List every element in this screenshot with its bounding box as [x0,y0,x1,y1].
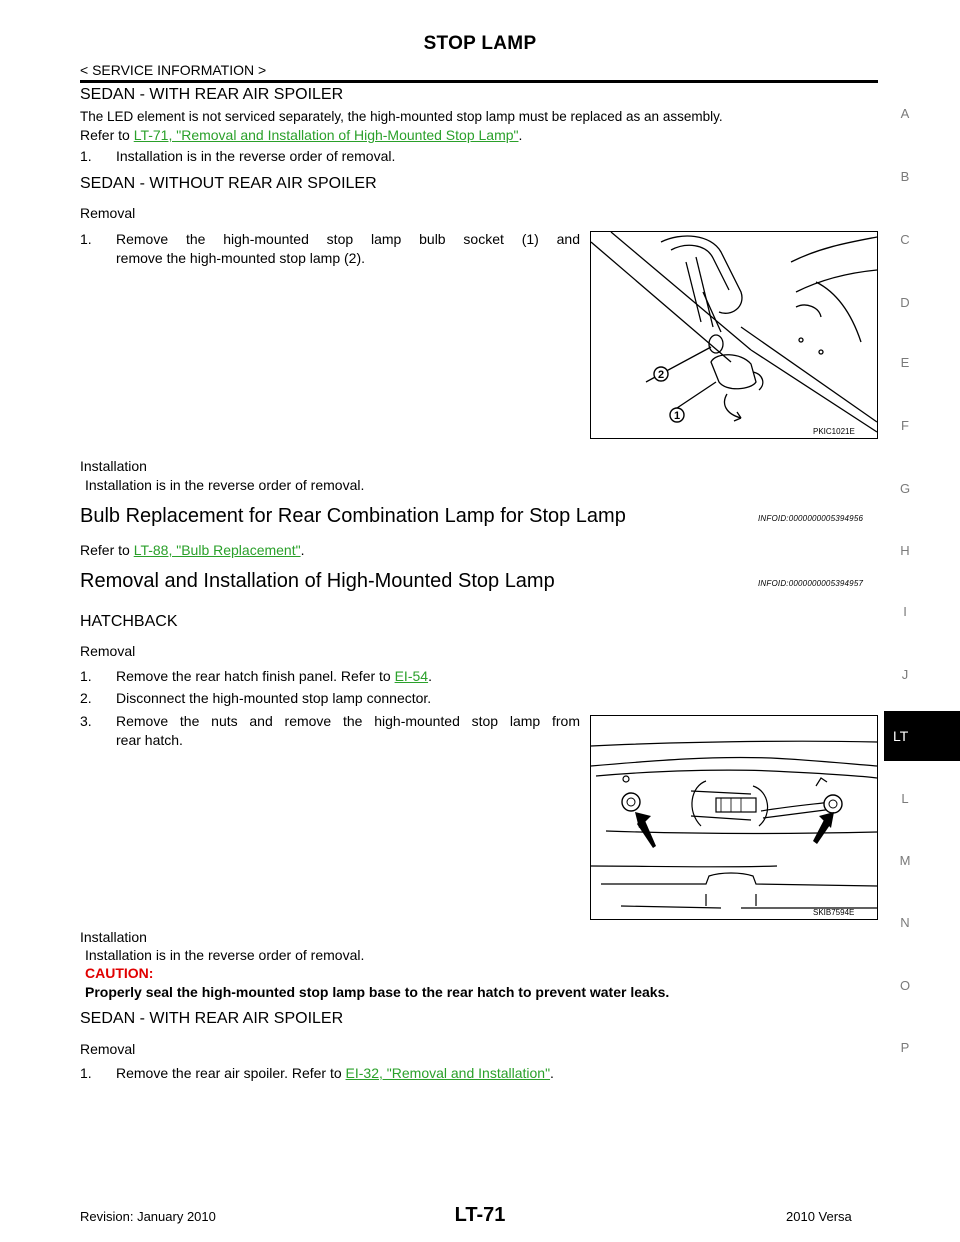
removal-label: Removal [80,1041,136,1057]
svg-text:1: 1 [673,410,681,422]
side-tab-e[interactable]: E [900,355,910,370]
step-suffix: . [550,1065,554,1081]
step-prefix: Remove the rear air spoiler. Refer to [116,1065,346,1081]
step-number: 1. [80,231,92,247]
figure-pkic1021e [590,231,878,439]
step-text-line1: Remove the high-mounted stop lamp bulb socket (1) and [116,231,580,247]
installation-label: Installation [80,458,147,474]
led-note-paragraph [80,107,880,145]
left-nut-icon [622,793,640,811]
side-tab-d[interactable]: D [900,295,910,310]
step-text: Disconnect the high-mounted stop lamp connector. [116,690,432,706]
side-tab-n[interactable]: N [900,915,910,930]
page-title: STOP LAMP [423,33,537,54]
arrow-right-nut-icon [813,812,834,844]
side-tab-l[interactable]: L [901,791,909,806]
bulb-replacement-reference [80,542,304,558]
step-prefix: Remove the rear hatch finish panel. Refer to [116,668,395,684]
side-tab-j[interactable]: J [901,667,909,682]
step-remove-socket [80,230,580,268]
side-tab-g[interactable]: G [899,481,911,496]
infoid-removal-installation: INFOID:0000000005394957 [758,579,864,588]
rear-hatch-lamp-illustration [591,716,877,919]
link-lt71-removal[interactable]: LT-71, "Removal and Installation of High-Mounted Stop Lamp" [133,127,519,143]
step-text [116,667,580,686]
footer-model: 2010 Versa [786,1209,852,1224]
step-number: 1. [80,148,92,164]
step-number: 2. [80,690,92,706]
link-ei54[interactable]: EI-54 [394,668,429,684]
svg-text:2: 2 [657,369,665,381]
side-tab-a[interactable]: A [900,106,910,121]
side-tab-h[interactable]: H [900,543,910,558]
side-tab-lt-label: LT [893,728,909,744]
section-title-bulb-replacement: Bulb Replacement for Rear Combination Lamp for Stop Lamp [80,505,626,527]
step-remove-spoiler [80,1064,680,1083]
led-note-prefix: Refer to [80,127,134,143]
callout-2-icon [654,367,668,381]
removal-label: Removal [80,205,136,221]
led-note-line2 [80,126,880,145]
step-install-reverse [80,147,580,166]
page-number: LT-71 [454,1204,506,1226]
step-number: 1. [80,1065,92,1081]
step-remove-nuts [80,712,580,750]
side-tab-lt-active[interactable] [884,711,960,761]
heading-sedan-with-spoiler: SEDAN - WITH REAR AIR SPOILER [80,86,344,103]
led-note-line1: The LED element is not serviced separately, the high-mounted stop lamp must be replaced as an assembly. [80,109,723,124]
stop-lamp-socket-illustration [591,232,877,438]
step-text [116,1064,680,1083]
side-tab-p[interactable]: P [900,1040,910,1055]
side-tab-i[interactable]: I [903,604,907,619]
ref-suffix: . [300,542,305,558]
side-tab-o[interactable]: O [899,978,911,993]
footer-revision: Revision: January 2010 [80,1209,216,1224]
installation-label: Installation [80,929,147,945]
step-text-line2: rear hatch. [116,732,183,748]
step-suffix: . [428,668,432,684]
step-text: Installation is in the reverse order of removal. [116,148,396,164]
side-tab-f[interactable]: F [901,418,909,433]
link-lt88-bulb-replacement[interactable]: LT-88, "Bulb Replacement" [133,542,301,558]
figure-skib7594e [590,715,878,920]
ref-prefix: Refer to [80,542,134,558]
step-disconnect-connector [80,689,580,708]
installation-text: Installation is in the reverse order of removal. [85,947,365,963]
link-ei32-removal[interactable]: EI-32, "Removal and Installation" [345,1065,551,1081]
step-text-line1: Remove the nuts and remove the high-mounted stop lamp from [116,713,580,729]
removal-label: Removal [80,643,136,659]
step-number: 1. [80,668,92,684]
side-tab-b[interactable]: B [900,169,910,184]
callout-1-icon [670,408,684,422]
step-remove-finish-panel [80,667,580,686]
caution-heading: CAUTION: [85,965,154,981]
lamp-connector-icon [716,798,756,812]
led-note-suffix: . [518,127,523,143]
heading-hatchback: HATCHBACK [80,613,178,630]
side-tab-m[interactable]: M [899,853,911,868]
right-nut-icon [824,795,842,813]
installation-text: Installation is in the reverse order of removal. [85,477,365,493]
section-title-removal-installation: Removal and Installation of High-Mounted Stop Lamp [80,570,555,592]
step-text-line2: remove the high-mounted stop lamp (2). [116,250,366,266]
figure-caption: PKIC1021E [813,427,855,436]
figure-caption: SKIB7594E [813,908,855,917]
arrow-left-nut-icon [635,812,656,848]
side-tab-c[interactable]: C [900,232,910,247]
header-divider [80,80,878,83]
heading-sedan-without-spoiler: SEDAN - WITHOUT REAR AIR SPOILER [80,175,377,192]
section-breadcrumb: < SERVICE INFORMATION > [80,62,267,78]
infoid-bulb-replacement: INFOID:0000000005394956 [758,514,864,523]
caution-text: Properly seal the high-mounted stop lamp base to the rear hatch to prevent water leaks. [85,984,670,1000]
heading-sedan-with-spoiler: SEDAN - WITH REAR AIR SPOILER [80,1010,344,1027]
step-number: 3. [80,713,92,729]
